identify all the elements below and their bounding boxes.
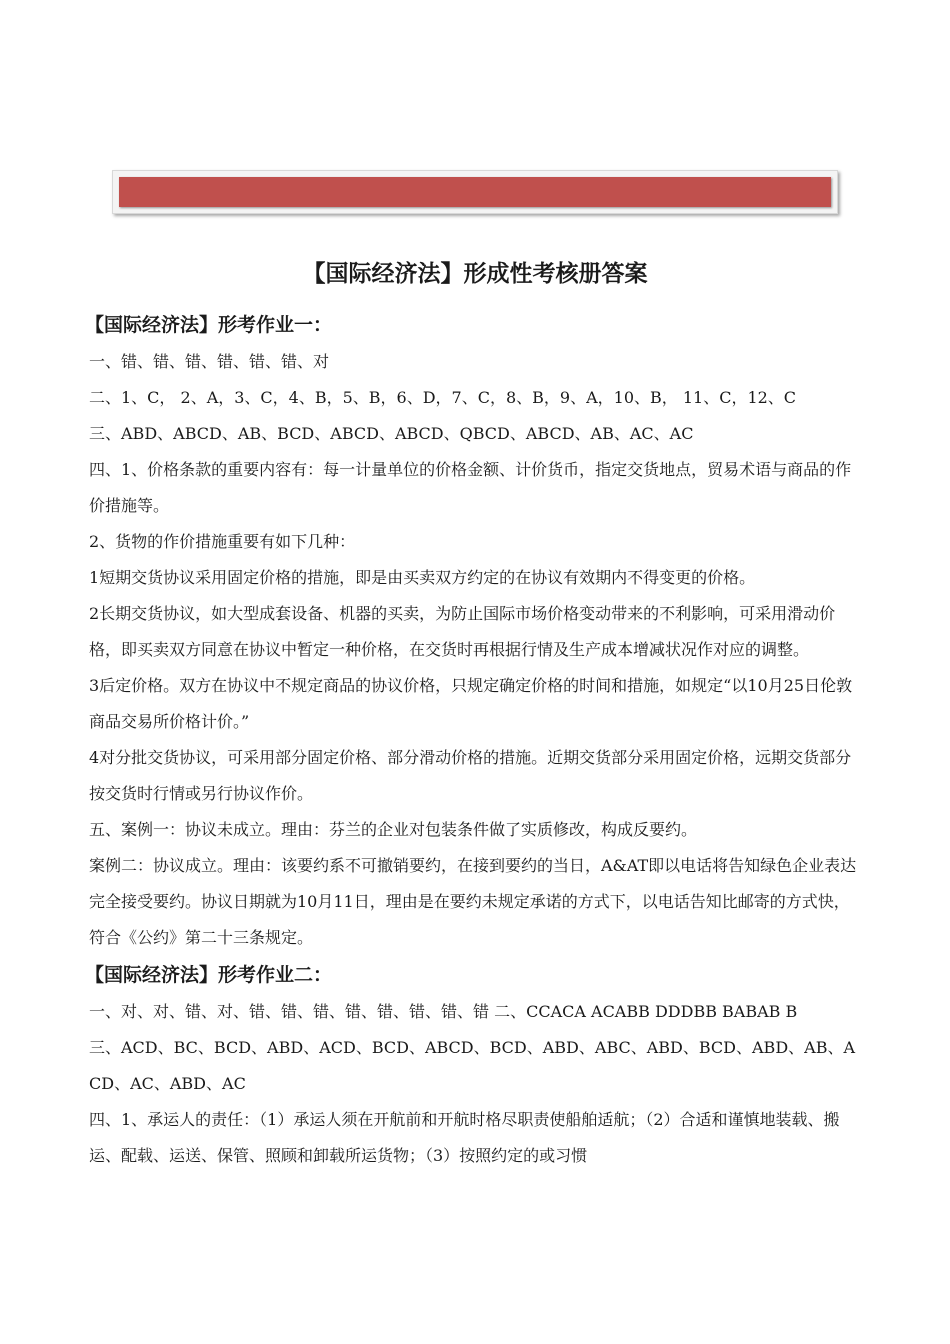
section-heading-2: 【国际经济法】形考作业二： xyxy=(85,964,333,986)
answer-part-2-judgement-choice: 一、对、对、错、对、错、错、错、错、错、错、错、错 二、CCACA ACABB DDDBB BABAB B xyxy=(89,1002,798,1021)
answer-part-1-short-q1: 四、1、价格条款的重要内容有：每一计量单位的价格金额、计价货币，指定交货地点，贸易术语与商品的作价措施等。 xyxy=(89,460,852,515)
answer-part-1-short-q2: 2、货物的作价措施重要有如下几种： xyxy=(89,532,356,551)
answer-part-1-multi-choice: 三、ABD、ABCD、AB、BCD、ABCD、ABCD、QBCD、ABCD、AB、AC、AC xyxy=(89,424,694,443)
document-title: 【国际经济法】形成性考核册答案 xyxy=(302,261,648,287)
answer-part-1-single-choice: 二、1、C， 2、A，3、C，4、B，5、B，6、D，7、C，8、B，9、A，10、B， 11、C，12、C xyxy=(89,388,797,407)
answer-part-1-item-2: 2长期交货协议，如大型成套设备、机器的买卖，为防止国际市场价格变动带来的不利影响，可采用滑动价格，即买卖双方同意在协议中暂定一种价格，在交货时再根据行情及生产成本增减状况作对应的调整。 xyxy=(89,604,836,659)
header-banner xyxy=(112,170,838,214)
answer-part-1-item-3: 3后定价格。双方在协议中不规定商品的协议价格，只规定确定价格的时间和措施，如规定“以10月25日伦敦商品交易所价格计价。” xyxy=(89,676,853,731)
banner-bar xyxy=(119,177,831,207)
answer-part-1-item-1: 1短期交货协议采用固定价格的措施，即是由买卖双方约定的在协议有效期内不得变更的价格。 xyxy=(89,568,756,587)
answer-part-1-judgement: 一、错、错、错、错、错、错、对 xyxy=(89,352,330,371)
answer-part-1-item-4: 4对分批交货协议，可采用部分固定价格、部分滑动价格的措施。近期交货部分采用固定价格，远期交货部分按交货时行情或另行协议作价。 xyxy=(89,748,852,803)
section-heading-1: 【国际经济法】形考作业一： xyxy=(85,314,333,336)
answer-part-1-case-2: 案例二：协议成立。理由：该要约系不可撤销要约，在接到要约的当日，A&AT即以电话将告知绿色企业表达完全接受要约。协议日期就为10月11日，理由是在要约未规定承诺的方式下，以电话告知比邮寄的方式快，符合《公约》第二十三条规定。 xyxy=(89,856,857,947)
document-body xyxy=(85,306,857,1174)
answer-part-2-short-q1: 四、1、承运人的责任：（1）承运人须在开航前和开航时格尽职责使船舶适航；（2）合适和谨慎地装载、搬运、配载、运送、保管、照顾和卸载所运货物；（3）按照约定的或习惯 xyxy=(89,1110,840,1165)
answer-part-1-case-1: 五、案例一：协议未成立。理由：芬兰的企业对包装条件做了实质修改，构成反要约。 xyxy=(89,820,698,839)
answer-part-2-multi-choice: 三、ACD、BC、BCD、ABD、ACD、BCD、ABCD、BCD、ABD、ABC、ABD、BCD、ABD、AB、ACD、AC、ABD、AC xyxy=(89,1038,856,1093)
